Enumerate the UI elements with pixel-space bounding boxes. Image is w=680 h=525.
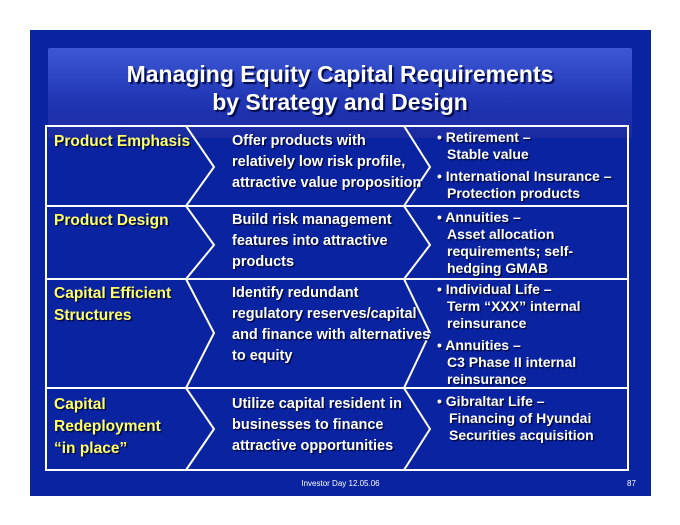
row-4-bullet-1-line-2: Securities acquisition xyxy=(449,427,594,443)
row-2-desc-line-1: Build risk management xyxy=(232,212,392,228)
row-4-desc-line-3: attractive opportunities xyxy=(232,438,394,454)
row-2-description xyxy=(232,210,392,273)
row-1-bullets xyxy=(437,129,612,202)
row-1-bullet-2-line: Protection products xyxy=(447,185,581,201)
row-3-bullet-2-head: • Annuities – xyxy=(437,337,521,353)
row-3-bullet-2-line-1: C3 Phase II internal xyxy=(447,354,577,370)
chevron-1 xyxy=(186,126,214,470)
slide xyxy=(30,30,651,496)
row-3-bullet-2-line-2: reinsurance xyxy=(447,371,527,387)
row-1-label xyxy=(54,131,190,153)
row-2-label-line: Product Design xyxy=(54,212,169,229)
row-3-label-line-1: Capital Efficient xyxy=(54,285,172,302)
row-2-bullets xyxy=(437,209,573,277)
row-1-desc-line-2: relatively low risk profile, xyxy=(232,154,406,170)
row-2-desc-line-3: products xyxy=(232,254,295,270)
row-1-desc-line-3: attractive value proposition xyxy=(232,175,422,191)
row-2-bullet-1-line-1: Asset allocation xyxy=(447,226,555,242)
row-4-bullet-1-line-1: Financing of Hyundai xyxy=(449,410,592,426)
footer-text: Investor Day 12.05.06 xyxy=(301,479,380,488)
row-3-bullet-1-line-1: Term “XXX” internal xyxy=(447,298,581,314)
row-4-description xyxy=(232,394,402,457)
row-3-bullets xyxy=(437,281,581,388)
row-3-label xyxy=(54,283,171,327)
row-2-desc-line-2: features into attractive xyxy=(232,233,388,249)
row-1-description xyxy=(232,131,421,194)
row-3-bullet-1-line-2: reinsurance xyxy=(447,315,527,331)
row-4-label-line-3: “in place” xyxy=(54,440,128,457)
row-3-desc-line-4: to equity xyxy=(232,348,293,364)
row-3-bullet-1-head: • Individual Life – xyxy=(437,281,552,297)
title-line-1: Managing Equity Capital Requirements xyxy=(126,61,554,87)
row-2-bullet-1-line-2: requirements; self- xyxy=(447,243,574,259)
row-3-description xyxy=(232,283,430,367)
row-4-label xyxy=(54,394,161,460)
row-3-desc-line-1: Identify redundant xyxy=(232,285,359,301)
row-1-label-line: Product Emphasis xyxy=(54,133,191,150)
row-3-desc-line-3: and finance with alternatives xyxy=(232,327,431,343)
row-2-bullet-1-line-3: hedging GMAB xyxy=(447,260,549,276)
row-1-desc-line-1: Offer products with xyxy=(232,133,366,149)
title-line-2: by Strategy and Design xyxy=(212,89,468,115)
row-4-desc-line-2: businesses to finance xyxy=(232,417,384,433)
row-1-bullet-2-head: • International Insurance – xyxy=(437,168,612,184)
row-4-desc-line-1: Utilize capital resident in xyxy=(232,396,403,412)
row-1-bullet-1-head: • Retirement – xyxy=(437,129,531,145)
row-3-desc-line-2: regulatory reserves/capital xyxy=(232,306,417,322)
row-4-bullet-1-head: • Gibraltar Life – xyxy=(437,393,545,409)
row-2-label xyxy=(54,210,169,232)
row-3-label-line-2: Structures xyxy=(54,307,132,324)
row-4-label-line-1: Capital xyxy=(54,396,106,413)
row-4-label-line-2: Redeployment xyxy=(54,418,161,435)
page-number: 87 xyxy=(627,479,636,488)
row-1-bullet-1-line: Stable value xyxy=(447,146,529,162)
row-2-bullet-1-head: • Annuities – xyxy=(437,209,521,225)
row-4-bullets xyxy=(437,393,594,444)
